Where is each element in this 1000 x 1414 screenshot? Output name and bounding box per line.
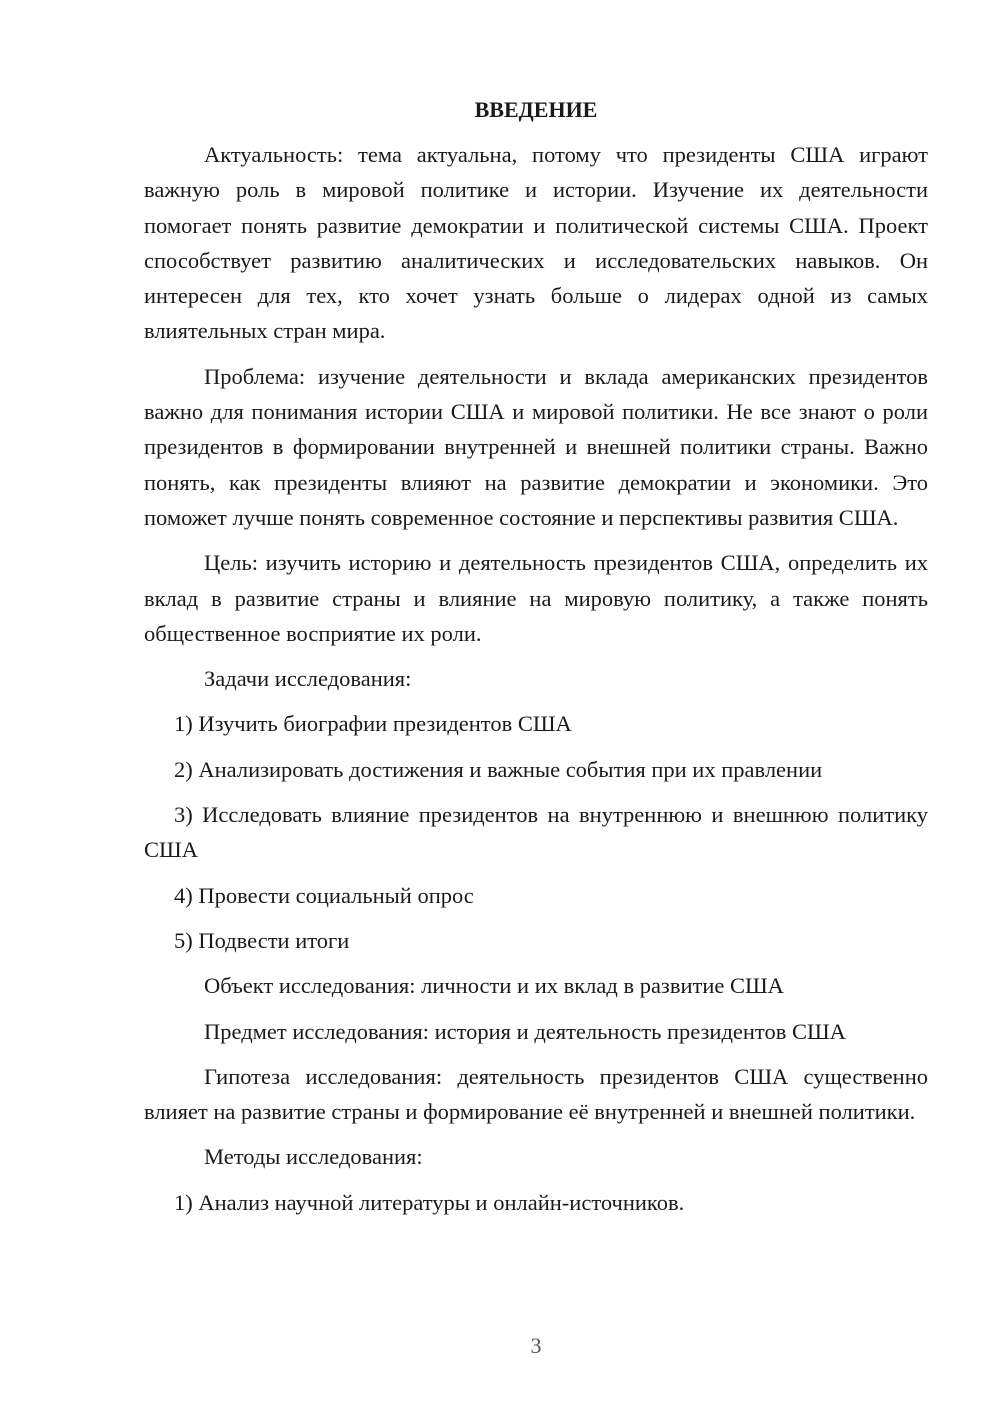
method-item: 1) Анализ научной литературы и онлайн-источников. — [174, 1189, 685, 1215]
task-item: 4) Провести социальный опрос — [174, 882, 474, 908]
section-heading: ВВЕДЕНИЕ — [474, 97, 598, 122]
tasks-heading: Задачи исследования: — [204, 666, 412, 692]
methods-heading: Методы исследования: — [204, 1144, 423, 1170]
problem-paragraph: Проблема: изучение деятельности и вклада американских президентов важно для понимания истории США и мировой политики. Не все знают о роли президентов в формировании внутренней и внешней политики страны. Важно понять, как президенты влияют на развитие демократии и экономики. Это поможет лучше понять современное состояние и перспективы развития США. — [144, 363, 928, 530]
task-item: 3) Исследовать влияние президентов на внутреннюю и внешнюю политику США — [144, 802, 928, 863]
research-subject: Предмет исследования: история и деятельность президентов США — [204, 1018, 846, 1044]
task-item: 5) Подвести итоги — [174, 927, 350, 953]
relevance-paragraph: Актуальность: тема актуальна, потому что президенты США играют важную роль в мировой политике и истории. Изучение их деятельности помогает понять развитие демократии и политической системы США. Проект способствует развитию аналитических и исследовательских навыков. Он интересен для тех, кто хочет узнать больше о лидерах одной из самых влиятельных стран мира. — [144, 142, 928, 344]
goal-paragraph: Цель: изучить историю и деятельность президентов США, определить их вклад в развитие страны и влияние на мировую политику, а также понять общественное восприятие их роли. — [144, 550, 928, 646]
task-item: 1) Изучить биографии президентов США — [174, 711, 572, 737]
research-hypothesis: Гипотеза исследования: деятельность президентов США существенно влияет на развитие страны и формирование её внутренней и внешней политики. — [144, 1063, 928, 1125]
page-content — [144, 92, 928, 1230]
research-object: Объект исследования: личности и их вклад в развитие США — [204, 973, 784, 999]
task-item: 2) Анализировать достижения и важные события при их правлении — [174, 756, 823, 782]
page-number: 3 — [530, 1333, 542, 1358]
